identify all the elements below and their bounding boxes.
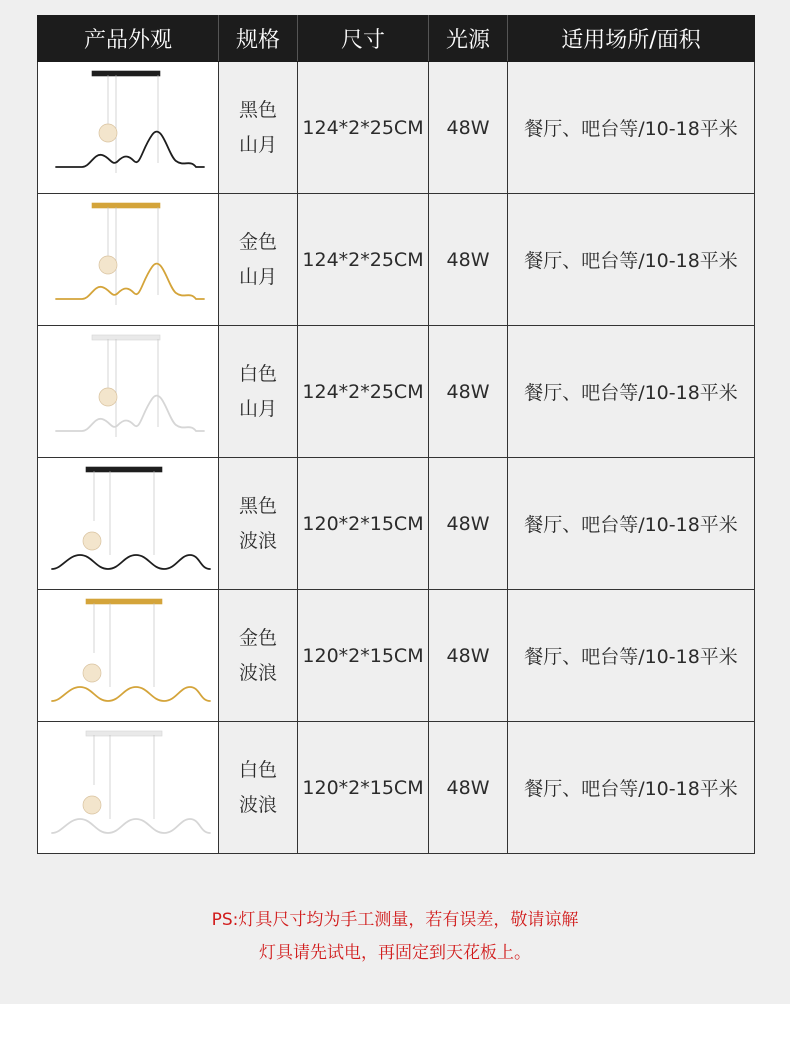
power-cell: 48W bbox=[429, 722, 508, 854]
header-appearance: 产品外观 bbox=[38, 16, 219, 62]
spec-cell bbox=[219, 194, 298, 326]
header-spec: 规格 bbox=[219, 16, 298, 62]
ceiling-bar bbox=[86, 731, 162, 736]
power-cell: 48W bbox=[429, 62, 508, 194]
moon-globe bbox=[83, 664, 101, 682]
ceiling-bar bbox=[92, 71, 160, 76]
moon-globe bbox=[83, 532, 101, 550]
pendant-lamp-image bbox=[38, 63, 218, 193]
pendant-lamp-image bbox=[38, 327, 218, 457]
spec-table bbox=[37, 15, 755, 854]
spec-cell bbox=[219, 326, 298, 458]
product-image-cell bbox=[38, 722, 219, 854]
size-cell: 120*2*15CM bbox=[298, 458, 429, 590]
moon-globe bbox=[83, 796, 101, 814]
table-row bbox=[38, 194, 755, 326]
spec-style: 山月 bbox=[238, 265, 277, 288]
table-row bbox=[38, 326, 755, 458]
usage-cell: 餐厅、吧台等/10-18平米 bbox=[508, 326, 755, 458]
size-cell: 120*2*15CM bbox=[298, 722, 429, 854]
power-cell: 48W bbox=[429, 194, 508, 326]
product-image-cell bbox=[38, 194, 219, 326]
mountain-light-strip bbox=[56, 263, 204, 298]
footnote-line-1: PS:灯具尺寸均为手工测量，若有误差，敬请谅解 bbox=[211, 910, 579, 930]
wave-light-strip bbox=[52, 687, 210, 701]
footnote-line-2: 灯具请先试电，再固定到天花板上。 bbox=[259, 943, 531, 963]
wave-light-strip bbox=[52, 819, 210, 833]
table-row bbox=[38, 62, 755, 194]
moon-globe bbox=[99, 388, 117, 406]
moon-globe bbox=[99, 124, 117, 142]
usage-cell: 餐厅、吧台等/10-18平米 bbox=[508, 722, 755, 854]
product-image-cell bbox=[38, 62, 219, 194]
spec-cell bbox=[219, 458, 298, 590]
size-cell: 124*2*25CM bbox=[298, 326, 429, 458]
ceiling-bar bbox=[92, 203, 160, 208]
usage-cell: 餐厅、吧台等/10-18平米 bbox=[508, 194, 755, 326]
spec-cell bbox=[219, 62, 298, 194]
pendant-lamp-image bbox=[38, 459, 218, 589]
pendant-lamp-image bbox=[38, 195, 218, 325]
product-image-cell bbox=[38, 326, 219, 458]
spec-cell bbox=[219, 590, 298, 722]
spec-style: 山月 bbox=[238, 133, 277, 156]
table-row bbox=[38, 458, 755, 590]
ceiling-bar bbox=[86, 599, 162, 604]
spec-color: 黑色 bbox=[238, 494, 277, 517]
size-cell: 124*2*25CM bbox=[298, 194, 429, 326]
header-usage-area: 适用场所/面积 bbox=[508, 16, 755, 62]
pendant-lamp-image bbox=[38, 723, 218, 853]
table-row bbox=[38, 722, 755, 854]
ceiling-bar bbox=[86, 467, 162, 472]
power-cell: 48W bbox=[429, 326, 508, 458]
spec-cell bbox=[219, 722, 298, 854]
power-cell: 48W bbox=[429, 458, 508, 590]
header-light-source: 光源 bbox=[429, 16, 508, 62]
size-cell: 120*2*15CM bbox=[298, 590, 429, 722]
mountain-light-strip bbox=[56, 131, 204, 166]
spec-color: 白色 bbox=[238, 362, 277, 385]
spec-color: 金色 bbox=[238, 230, 277, 253]
spec-style: 波浪 bbox=[238, 793, 277, 816]
pendant-lamp-image bbox=[38, 591, 218, 721]
spec-color: 黑色 bbox=[238, 98, 277, 121]
product-image-cell bbox=[38, 590, 219, 722]
ceiling-bar bbox=[92, 335, 160, 340]
product-image-cell bbox=[38, 458, 219, 590]
mountain-light-strip bbox=[56, 395, 204, 430]
usage-cell: 餐厅、吧台等/10-18平米 bbox=[508, 590, 755, 722]
usage-cell: 餐厅、吧台等/10-18平米 bbox=[508, 458, 755, 590]
wave-light-strip bbox=[52, 555, 210, 569]
spec-style: 波浪 bbox=[238, 661, 277, 684]
size-cell: 124*2*25CM bbox=[298, 62, 429, 194]
spec-color: 白色 bbox=[238, 758, 277, 781]
usage-cell: 餐厅、吧台等/10-18平米 bbox=[508, 62, 755, 194]
spec-style: 山月 bbox=[238, 397, 277, 420]
spec-color: 金色 bbox=[238, 626, 277, 649]
table-header-row bbox=[38, 16, 755, 62]
power-cell: 48W bbox=[429, 590, 508, 722]
spec-style: 波浪 bbox=[238, 529, 277, 552]
header-size: 尺寸 bbox=[298, 16, 429, 62]
table-row bbox=[38, 590, 755, 722]
moon-globe bbox=[99, 256, 117, 274]
